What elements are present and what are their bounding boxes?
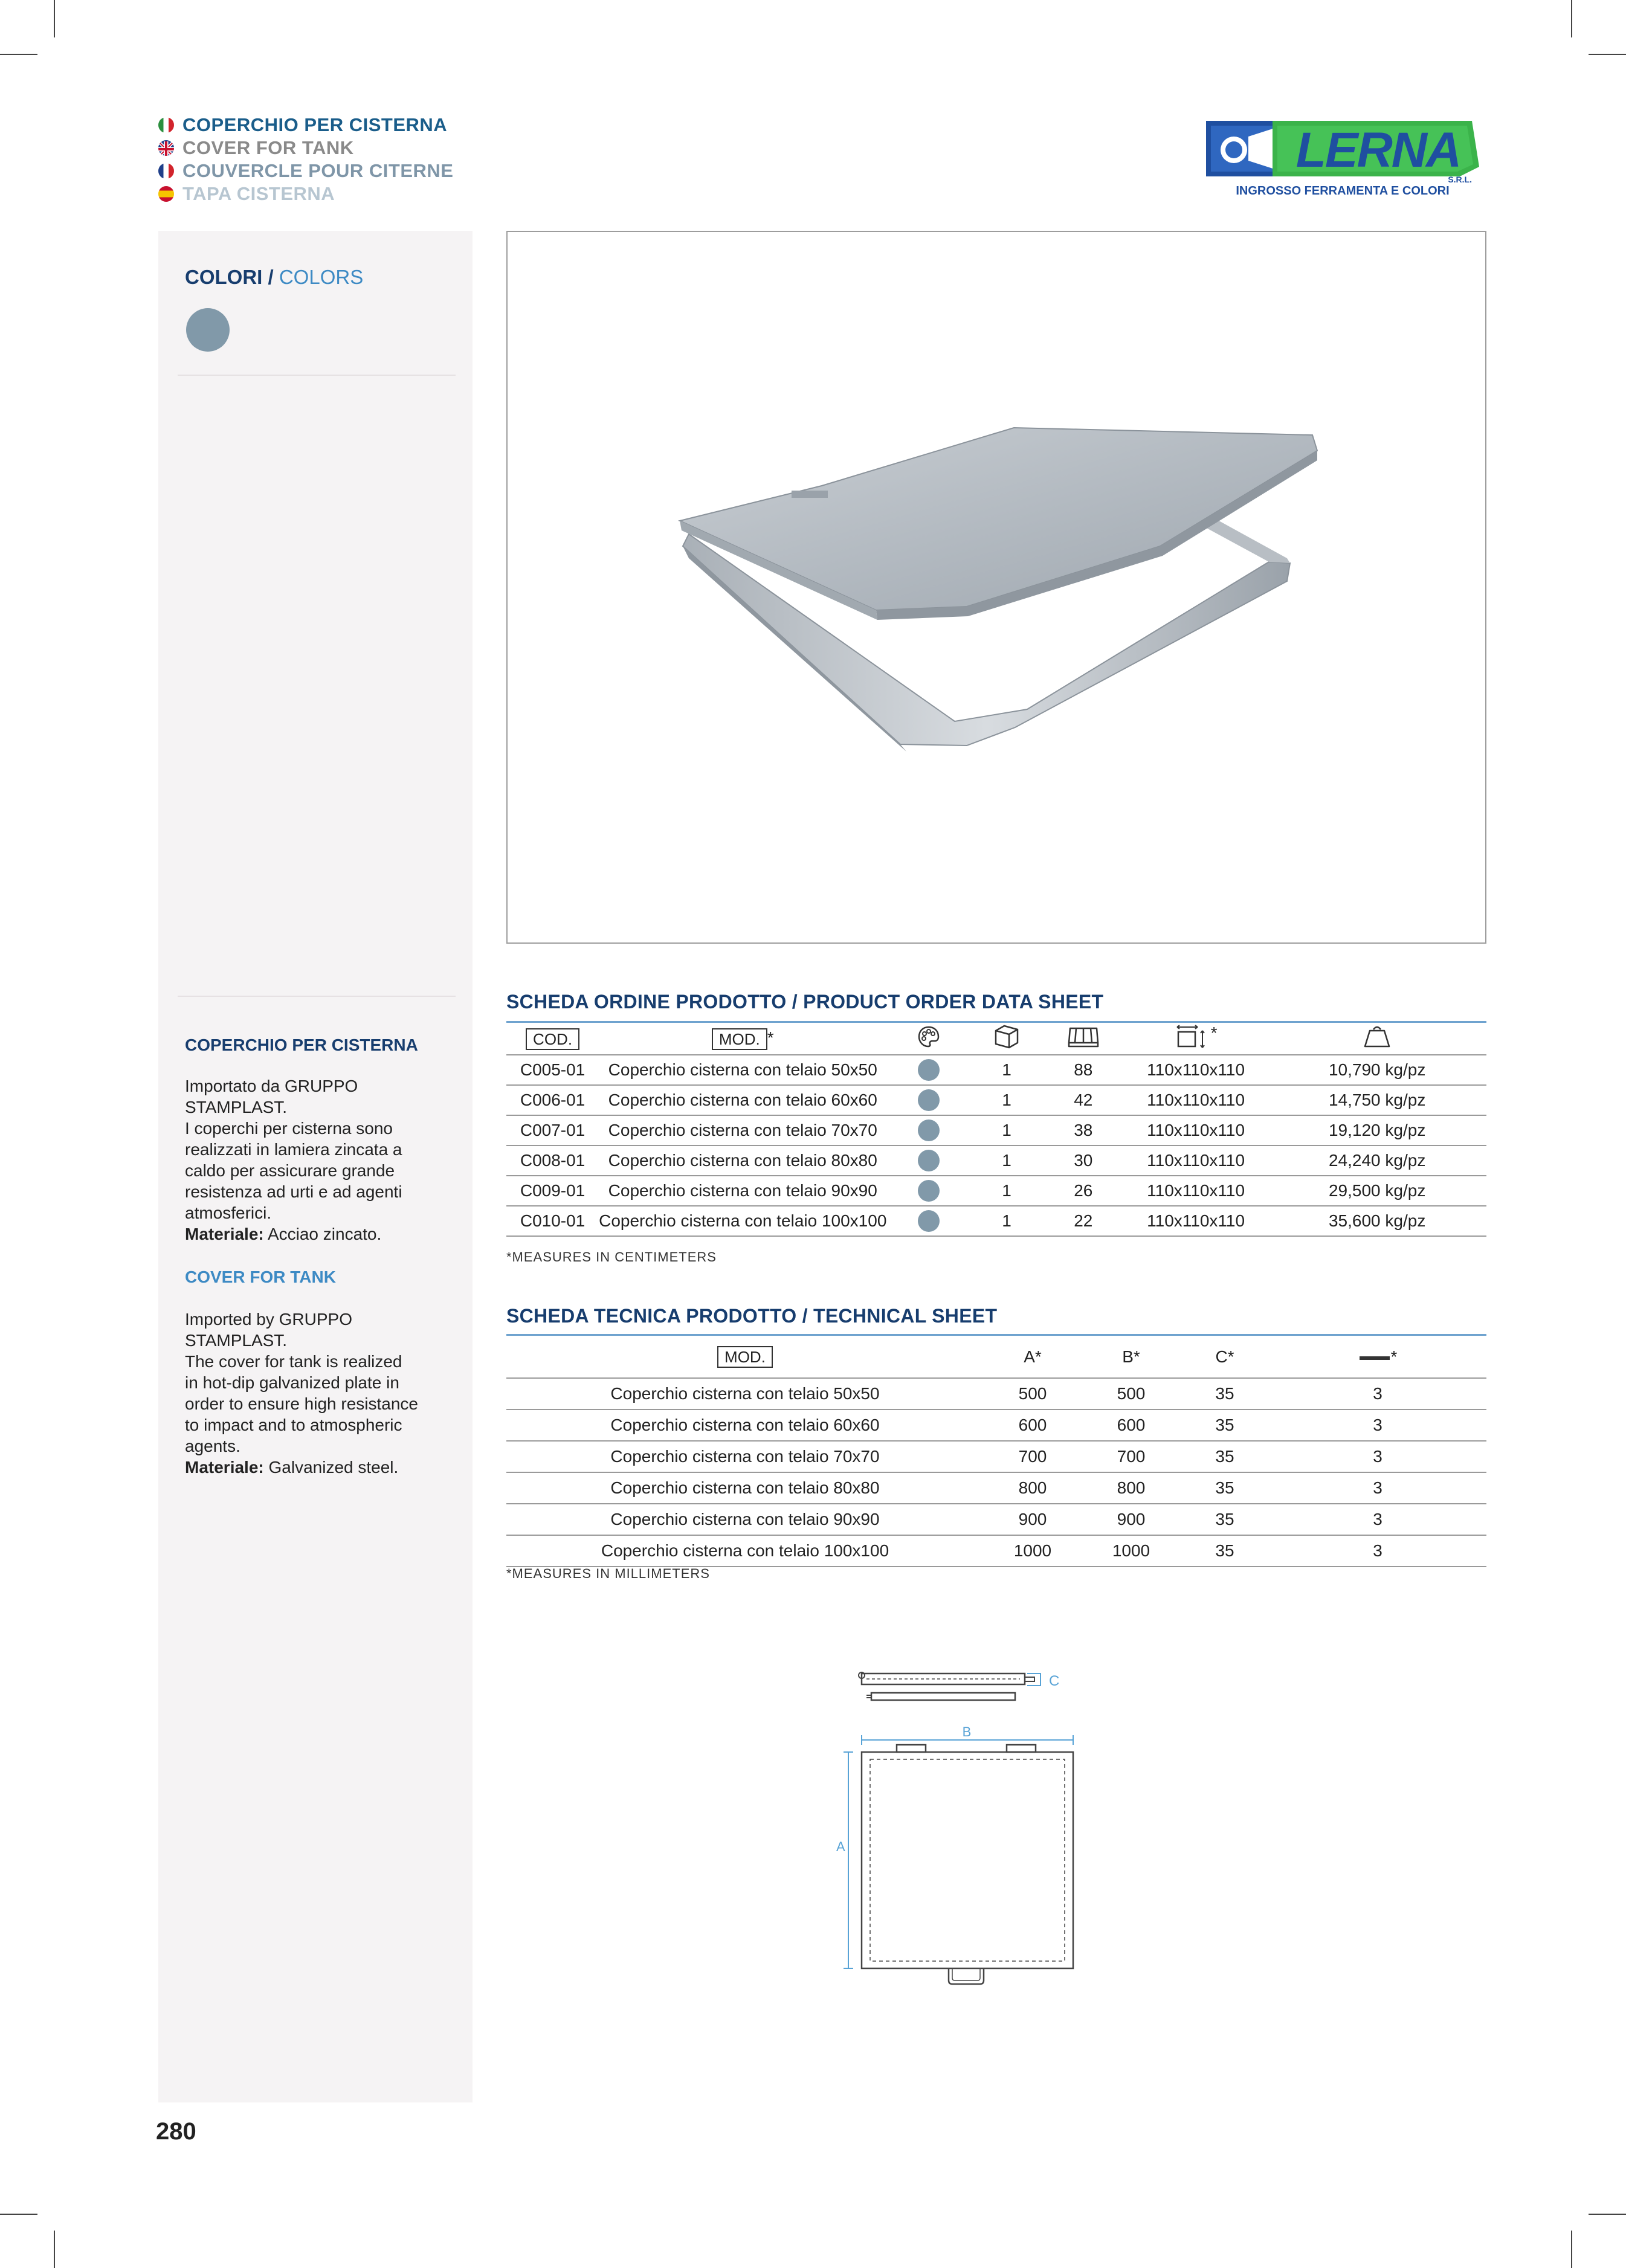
tech-cell-model: Coperchio cisterna con telaio 50x50 [506,1378,984,1409]
sidebar-divider [178,375,456,376]
tech-sheet-note: *MEASURES IN MILLIMETERS [506,1566,710,1581]
title-it-text: COPERCHIO PER CISTERNA [182,114,448,135]
header-cod [506,1023,599,1055]
order-cell-weight: 10,790 kg/pz [1268,1055,1486,1085]
tech-sheet-title: SCHEDA TECNICA PRODOTTO / TECHNICAL SHEET [506,1305,998,1327]
thickness-star: * [1390,1347,1398,1366]
company-logo [1206,118,1479,197]
color-dot [918,1089,940,1111]
tech-sheet-rule [506,1334,1486,1336]
tech-mod-label: MOD. [717,1346,773,1368]
tech-cell-a: 800 [984,1472,1082,1504]
order-table-row [506,1055,1486,1085]
spain-flag-icon [158,186,174,202]
tank-cover-illustration [508,232,1485,942]
header-mod [599,1023,886,1055]
svg-text:C: C [1049,1673,1060,1689]
order-cell-dims: 110x110x110 [1124,1115,1268,1145]
order-cell-weight: 14,750 kg/pz [1268,1085,1486,1115]
order-cell-model: Coperchio cisterna con telaio 60x60 [599,1085,886,1115]
order-cell-cod: C008-01 [506,1145,599,1176]
order-cell-cod: C010-01 [506,1206,599,1236]
tech-table-row [506,1472,1486,1504]
color-dot [918,1210,940,1232]
crop-mark [1571,0,1572,37]
tech-cell-a: 500 [984,1378,1082,1409]
title-es [158,182,453,205]
order-cell-color [886,1085,970,1115]
tech-cell-b: 600 [1082,1409,1181,1441]
colors-label-it: COLORI [185,266,263,288]
order-cell-color [886,1115,970,1145]
crop-mark [0,54,37,55]
order-cell-cod: C007-01 [506,1115,599,1145]
order-cell-dims: 110x110x110 [1124,1176,1268,1206]
order-sheet-title: SCHEDA ORDINE PRODOTTO / PRODUCT ORDER DATA SHEET [506,991,1104,1013]
tech-table-row [506,1378,1486,1409]
order-cell-color [886,1206,970,1236]
title-block [158,114,453,205]
sidebar-desc-it [185,1075,463,1245]
order-cell-cod: C005-01 [506,1055,599,1085]
order-cell-color [886,1055,970,1085]
order-cell-cod: C006-01 [506,1085,599,1115]
tech-cell-b: 700 [1082,1441,1181,1472]
colors-label-en: COLORS [279,266,364,288]
order-cell-model: Coperchio cisterna con telaio 100x100 [599,1206,886,1236]
sidebar-text-it: Importato da GRUPPO STAMPLAST. I coperchi per cisterna sono realizzati in lamiera zincata a caldo per assicurare grande resistenza ad urti e ad agenti atmosferici. [185,1077,402,1222]
header-pallet [1043,1023,1124,1055]
tech-header-b: B* [1082,1336,1181,1378]
tech-header-c: C* [1181,1336,1269,1378]
sidebar-divider [178,996,456,997]
title-en [158,137,453,159]
tech-cell-c: 35 [1181,1378,1269,1409]
svg-text:INGROSSO FERRAMENTA E COLORI: INGROSSO FERRAMENTA E COLORI [1236,184,1450,197]
tech-cell-thickness: 3 [1269,1535,1486,1567]
palette-icon [917,1025,941,1049]
crop-mark [1589,2214,1626,2215]
order-cell-model: Coperchio cisterna con telaio 80x80 [599,1145,886,1176]
order-cell-color [886,1176,970,1206]
order-cell-pack: 1 [970,1206,1042,1236]
title-en-text: COVER FOR TANK [182,137,354,158]
title-es-text: TAPA CISTERNA [182,183,335,204]
tech-cell-thickness: 3 [1269,1378,1486,1409]
uk-flag-icon [158,140,174,156]
dimensions-icon [1175,1023,1211,1050]
mod-label: MOD. [712,1028,767,1050]
tech-cell-c: 35 [1181,1504,1269,1535]
tech-cell-a: 900 [984,1504,1082,1535]
order-table-row [506,1206,1486,1236]
order-cell-pack: 1 [970,1055,1042,1085]
tech-cell-a: 700 [984,1441,1082,1472]
order-cell-model: Coperchio cisterna con telaio 70x70 [599,1115,886,1145]
sidebar-material-en [185,1457,463,1478]
header-pack [970,1023,1042,1055]
cod-label: COD. [526,1028,579,1050]
order-cell-pack: 1 [970,1176,1042,1206]
order-cell-pallet: 42 [1043,1085,1124,1115]
page-number: 280 [156,2118,196,2145]
order-cell-pallet: 26 [1043,1176,1124,1206]
tech-table-row [506,1535,1486,1567]
technical-drawing [822,1655,1136,1994]
tech-header-mod [506,1336,984,1378]
tech-cell-b: 900 [1082,1504,1181,1535]
order-table-header [506,1023,1486,1055]
order-cell-dims: 110x110x110 [1124,1145,1268,1176]
sidebar-material-it [185,1223,463,1245]
colors-divider: / [268,266,274,288]
dims-star: * [1210,1023,1218,1042]
order-cell-pallet: 88 [1043,1055,1124,1085]
tech-cell-model: Coperchio cisterna con telaio 70x70 [506,1441,984,1472]
title-fr-text: COUVERCLE POUR CITERNE [182,160,454,181]
order-cell-model: Coperchio cisterna con telaio 50x50 [599,1055,886,1085]
material-value-en: Galvanized steel. [268,1458,399,1477]
tech-cell-b: 800 [1082,1472,1181,1504]
order-cell-dims: 110x110x110 [1124,1085,1268,1115]
svg-text:LERNA: LERNA [1295,123,1461,178]
order-cell-weight: 35,600 kg/pz [1268,1206,1486,1236]
svg-text:A: A [836,1839,845,1854]
sidebar-title-en: COVER FOR TANK [185,1268,336,1286]
order-cell-weight: 29,500 kg/pz [1268,1176,1486,1206]
material-value-it: Acciao zincato. [267,1225,382,1243]
header-dims [1124,1023,1268,1055]
crop-mark [54,2231,55,2268]
mod-star: * [767,1028,774,1047]
order-cell-pallet: 38 [1043,1115,1124,1145]
color-dot [918,1120,940,1141]
tech-cell-model: Coperchio cisterna con telaio 90x90 [506,1504,984,1535]
order-sheet-rule [506,1021,1486,1023]
tech-cell-c: 35 [1181,1409,1269,1441]
france-flag-icon [158,163,174,179]
order-cell-pack: 1 [970,1145,1042,1176]
order-cell-dims: 110x110x110 [1124,1055,1268,1085]
order-cell-cod: C009-01 [506,1176,599,1206]
order-cell-pallet: 22 [1043,1206,1124,1236]
pallet-icon [1066,1025,1100,1049]
colors-heading [185,266,363,289]
order-table-row [506,1115,1486,1145]
tech-cell-thickness: 3 [1269,1409,1486,1441]
material-label-en: Materiale: [185,1458,264,1477]
color-dot [918,1059,940,1081]
tech-cell-thickness: 3 [1269,1441,1486,1472]
crop-mark [1571,2231,1572,2268]
order-cell-pack: 1 [970,1085,1042,1115]
tech-cell-c: 35 [1181,1472,1269,1504]
tech-cell-a: 1000 [984,1535,1082,1567]
color-dot [918,1180,940,1202]
tech-cell-model: Coperchio cisterna con telaio 60x60 [506,1409,984,1441]
sidebar-text-en: Imported by GRUPPO STAMPLAST. The cover for tank is realized in hot-dip galvanized plate in order to ensure high resistance to impact and to atmospheric agents. [185,1310,418,1455]
tech-table-row [506,1504,1486,1535]
header-color [886,1023,970,1055]
tech-cell-thickness: 3 [1269,1472,1486,1504]
tech-cell-thickness: 3 [1269,1504,1486,1535]
order-table-row [506,1085,1486,1115]
order-table [506,1023,1486,1237]
title-fr [158,159,453,182]
crop-mark [1589,54,1626,55]
order-cell-color [886,1145,970,1176]
order-cell-model: Coperchio cisterna con telaio 90x90 [599,1176,886,1206]
title-it [158,114,453,137]
tech-table-row [506,1441,1486,1472]
crop-mark [54,0,55,37]
tech-table [506,1336,1486,1567]
tech-cell-b: 500 [1082,1378,1181,1409]
svg-text:B: B [962,1724,972,1739]
tech-cell-c: 35 [1181,1441,1269,1472]
tech-cell-model: Coperchio cisterna con telaio 100x100 [506,1535,984,1567]
order-cell-pack: 1 [970,1115,1042,1145]
color-dot [918,1150,940,1171]
order-sheet-note: *MEASURES IN CENTIMETERS [506,1249,717,1264]
order-cell-weight: 24,240 kg/pz [1268,1145,1486,1176]
header-weight [1268,1023,1486,1055]
order-cell-dims: 110x110x110 [1124,1206,1268,1236]
tech-table-row [506,1409,1486,1441]
color-swatch-galvanized [186,308,230,352]
product-photo-frame [506,231,1486,944]
tech-cell-b: 1000 [1082,1535,1181,1567]
tech-header-a: A* [984,1336,1082,1378]
box-icon [992,1023,1021,1050]
order-table-row [506,1176,1486,1206]
sidebar-title-it: COPERCHIO PER CISTERNA [185,1036,418,1054]
tech-table-header [506,1336,1486,1378]
sidebar-desc-en [185,1309,463,1478]
thickness-icon [1358,1350,1391,1362]
order-cell-pallet: 30 [1043,1145,1124,1176]
tech-cell-a: 600 [984,1409,1082,1441]
weight-icon [1363,1023,1392,1050]
svg-text:S.R.L.: S.R.L. [1448,175,1472,184]
crop-mark [0,2214,37,2215]
italy-flag-icon [158,117,174,133]
tech-cell-model: Coperchio cisterna con telaio 80x80 [506,1472,984,1504]
material-label-it: Materiale: [185,1225,264,1243]
order-cell-weight: 19,120 kg/pz [1268,1115,1486,1145]
tech-cell-c: 35 [1181,1535,1269,1567]
tech-header-thickness [1269,1336,1486,1378]
order-table-row [506,1145,1486,1176]
